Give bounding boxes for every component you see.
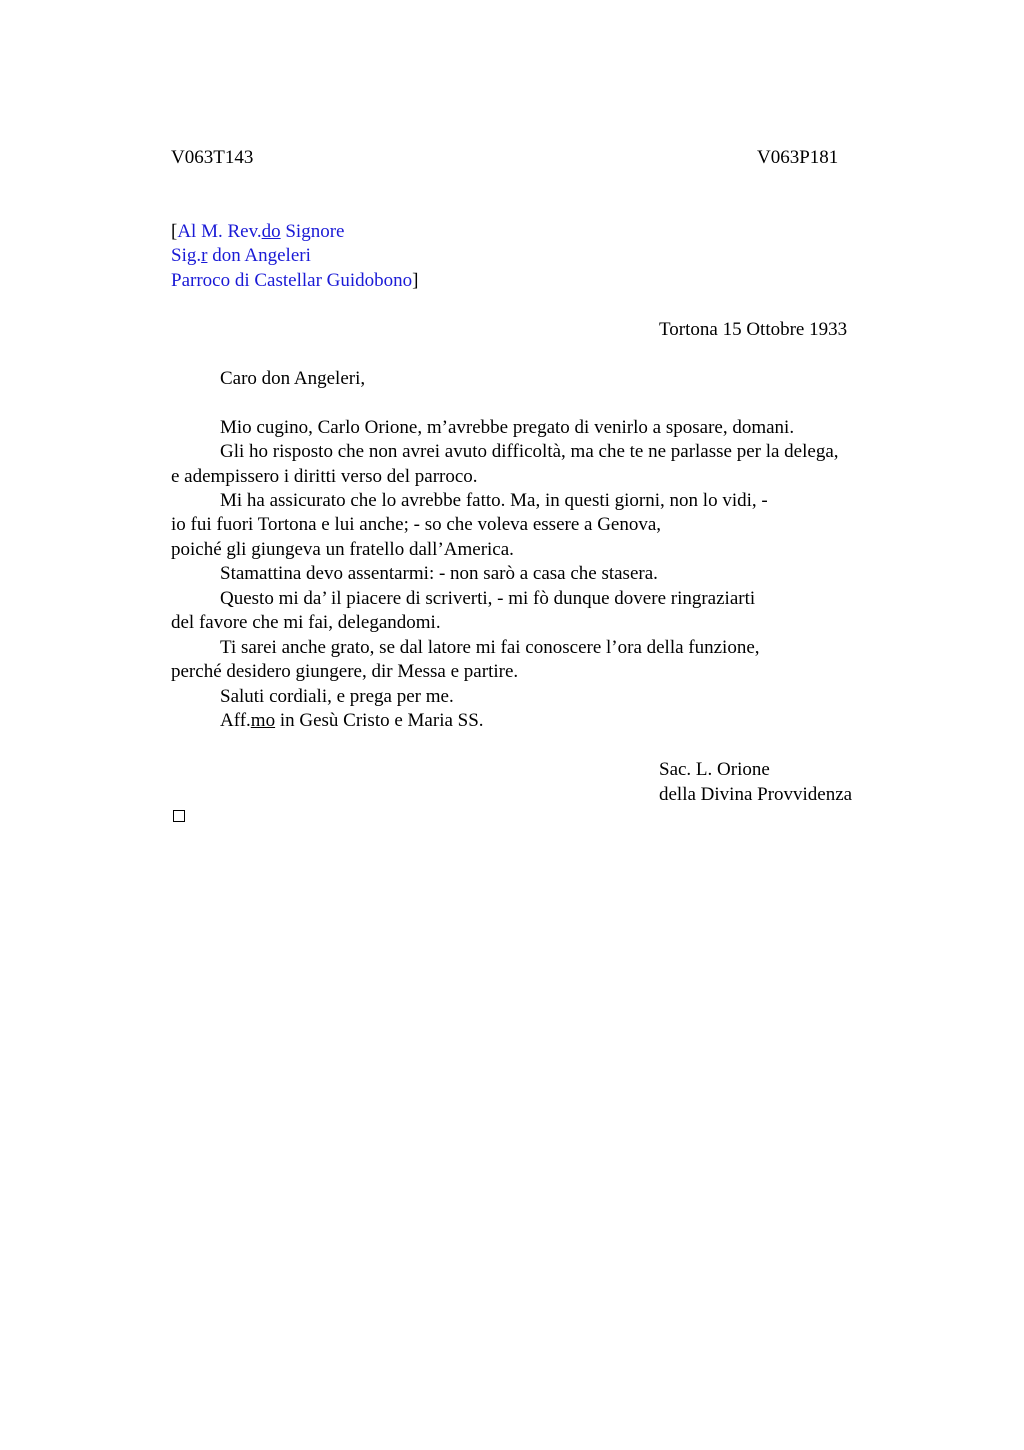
body-line: perché desidero giungere, dir Messa e partire. xyxy=(171,661,519,682)
body-line: Mio cugino, Carlo Orione, m’avrebbe pregato di venirlo a sposare, domani. xyxy=(220,417,795,438)
address-line-1-abbrev: do xyxy=(261,221,281,242)
address-line-3-text: Parroco di Castellar Guidobono xyxy=(171,270,413,291)
salutation: Caro don Angeleri, xyxy=(220,368,366,389)
address-open-bracket: [ xyxy=(171,221,178,242)
signature-name: Sac. L. Orione xyxy=(659,759,770,780)
body-line: Saluti cordiali, e prega per me. xyxy=(220,686,454,707)
closing-prefix: Aff. xyxy=(220,710,251,731)
address-line-2-b: don Angeleri xyxy=(207,245,311,266)
address-line-2 xyxy=(171,244,311,268)
address-close-bracket: ] xyxy=(412,270,419,291)
address-line-2-a: Sig. xyxy=(171,245,202,266)
closing-line xyxy=(220,709,484,733)
address-line-1 xyxy=(171,220,344,244)
signature-title: della Divina Provvidenza xyxy=(659,784,853,805)
body-line: Mi ha assicurato che lo avrebbe fatto. Ma, in questi giorni, non lo vidi, - xyxy=(220,490,768,511)
document-code-left: V063T143 xyxy=(171,147,254,168)
end-marker-box-icon xyxy=(173,810,185,822)
document-code-right: V063P181 xyxy=(757,147,839,168)
body-line: poiché gli giungeva un fratello dall’America. xyxy=(171,539,514,560)
closing-abbrev: mo xyxy=(250,710,276,731)
address-line-2-abbrev: r xyxy=(201,245,208,266)
body-line: del favore che mi fai, delegandomi. xyxy=(171,612,441,633)
body-line: Ti sarei anche grato, se dal latore mi fai conoscere l’ora della funzione, xyxy=(220,637,760,658)
closing-rest: in Gesù Cristo e Maria SS. xyxy=(275,710,484,731)
address-line-1-a: Al M. Rev. xyxy=(177,221,262,242)
address-line-3 xyxy=(171,269,418,293)
letter-date: Tortona 15 Ottobre 1933 xyxy=(659,319,848,340)
body-line: Gli ho risposto che non avrei avuto difficoltà, ma che te ne parlasse per la delega, xyxy=(220,441,839,462)
body-line: e adempissero i diritti verso del parroco. xyxy=(171,466,478,487)
body-line: Stamattina devo assentarmi: - non sarò a casa che stasera. xyxy=(220,563,658,584)
body-line: io fui fuori Tortona e lui anche; - so che voleva essere a Genova, xyxy=(171,514,662,535)
body-line: Questo mi da’ il piacere di scriverti, - mi fò dunque dovere ringraziarti xyxy=(220,588,756,609)
address-line-1-b: Signore xyxy=(280,221,345,242)
